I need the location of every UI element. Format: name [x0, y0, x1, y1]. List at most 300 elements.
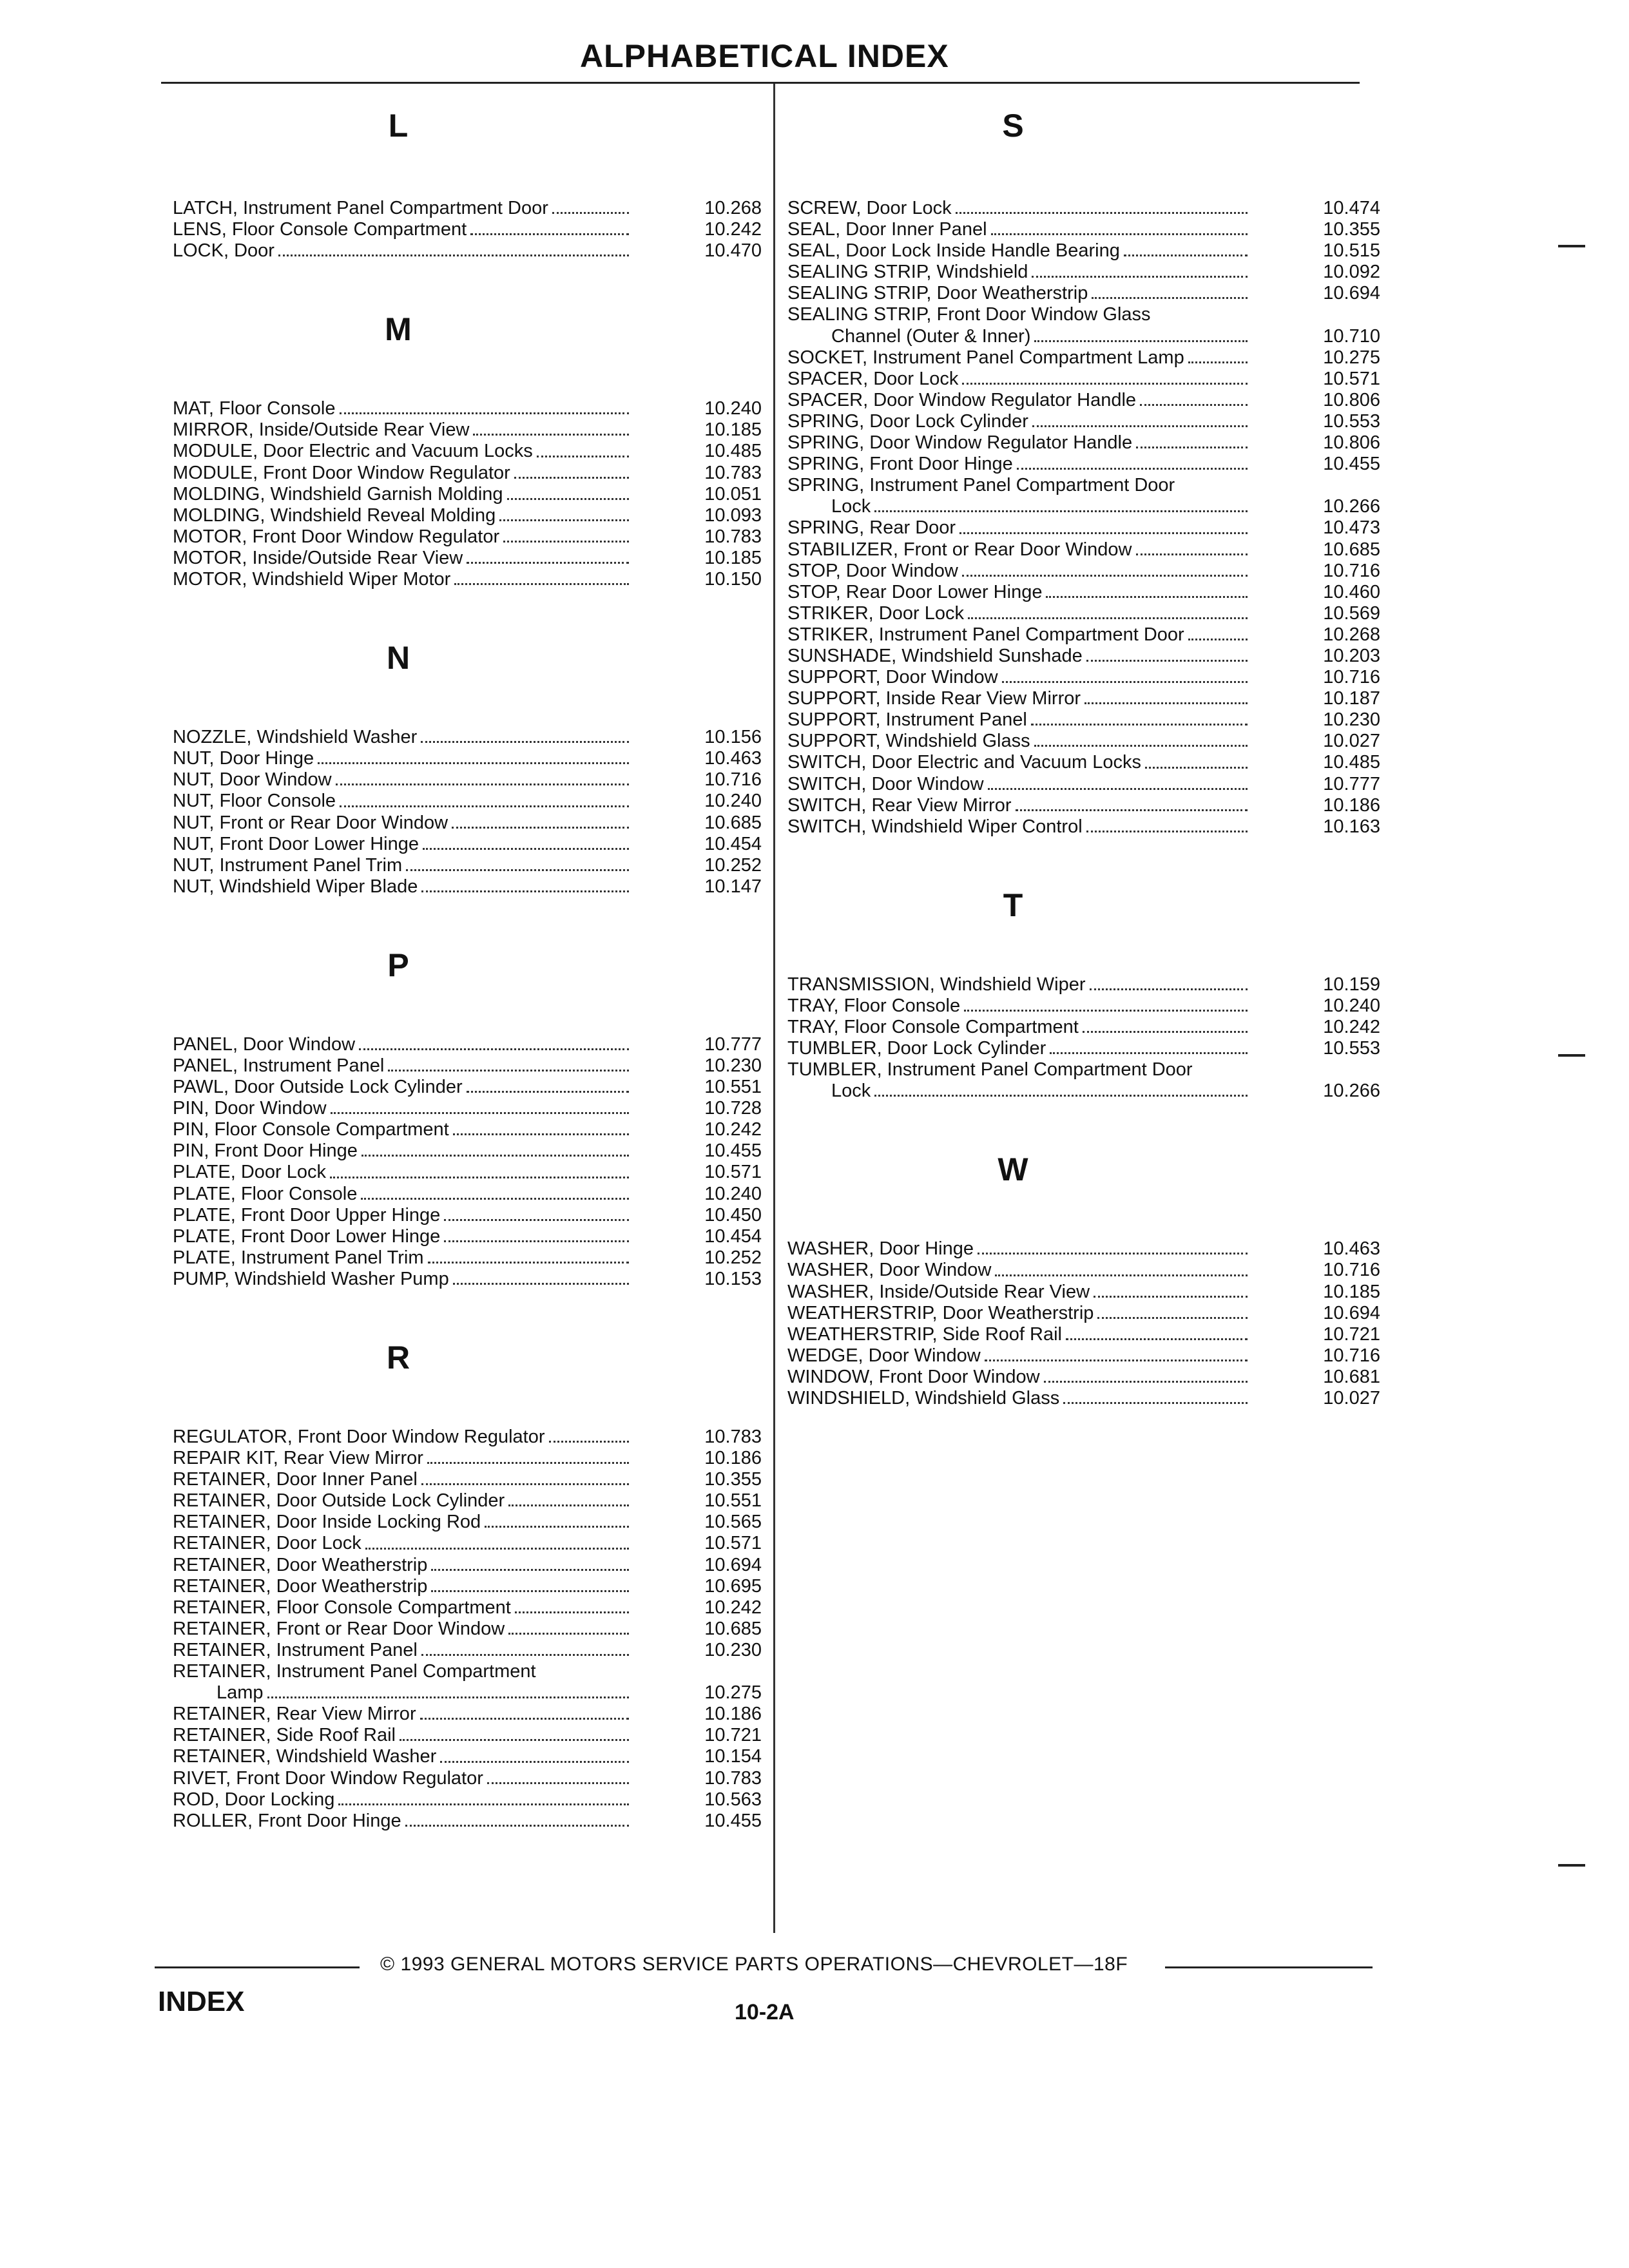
index-entry — [173, 1789, 766, 1811]
entry-page-number: 10.266 — [1323, 1081, 1380, 1102]
index-entry — [787, 774, 1393, 795]
dot-leader — [508, 1633, 629, 1635]
dot-leader — [1034, 745, 1248, 747]
entry-page-number: 10.716 — [704, 769, 762, 791]
entry-text — [787, 974, 1251, 995]
entry-page-number: 10.275 — [704, 1682, 762, 1704]
entry-page-number: 10.186 — [704, 1704, 762, 1725]
entry-text — [173, 727, 633, 748]
index-entry — [173, 1055, 766, 1077]
entry-page-number: 10.571 — [704, 1162, 762, 1183]
index-entry — [173, 1034, 766, 1055]
dot-leader — [1002, 681, 1248, 683]
entry-name: RETAINER, Door Inside Locking Rod — [173, 1512, 481, 1533]
section-n — [173, 635, 766, 898]
entry-page-number: 10.147 — [704, 876, 762, 897]
entry-text — [173, 1661, 633, 1682]
index-entry — [173, 198, 766, 219]
entry-text — [173, 1682, 633, 1704]
entry-text — [173, 855, 633, 876]
entry-text — [173, 548, 633, 569]
entry-name: PLATE, Front Door Upper Hinge — [173, 1204, 441, 1225]
entry-page-number: 10.777 — [704, 1033, 762, 1055]
entry-name: WASHER, Inside/Outside Rear View — [787, 1281, 1090, 1302]
dot-leader — [1124, 255, 1248, 256]
entry-page-number: 10.186 — [704, 1448, 762, 1469]
entry-text — [173, 1205, 633, 1226]
dot-leader — [549, 1441, 629, 1443]
entry-text — [173, 398, 633, 419]
entry-page-number: 10.185 — [704, 547, 762, 568]
entry-text — [787, 1282, 1251, 1303]
index-entry — [787, 1282, 1393, 1303]
entry-text — [787, 752, 1251, 773]
entry-text — [173, 791, 633, 812]
entry-page-number: 10.203 — [1323, 645, 1380, 666]
entry-page-number: 10.027 — [1323, 1388, 1380, 1409]
index-entry — [787, 198, 1393, 219]
dot-leader — [431, 1590, 629, 1592]
entry-text — [787, 561, 1251, 582]
dot-leader — [361, 1155, 629, 1157]
entry-text — [787, 326, 1251, 347]
index-entry — [173, 1490, 766, 1512]
index-entry — [173, 812, 766, 834]
dot-leader — [331, 1112, 629, 1114]
entry-name: TRAY, Floor Console — [787, 995, 961, 1016]
entry-name: STOP, Door Window — [787, 560, 958, 581]
entry-text — [173, 1768, 633, 1789]
entry-name: LATCH, Instrument Panel Compartment Door — [173, 198, 548, 218]
entry-page-number: 10.268 — [704, 198, 762, 218]
index-list — [173, 727, 766, 898]
index-entry — [787, 1238, 1393, 1260]
entry-page-number: 10.721 — [704, 1725, 762, 1746]
entry-page-number: 10.450 — [704, 1204, 762, 1225]
entry-text — [173, 1226, 633, 1247]
index-entry — [173, 219, 766, 240]
section-letter: S — [1002, 108, 1024, 144]
index-entry — [173, 1768, 766, 1789]
index-entry — [787, 1038, 1393, 1059]
dot-leader — [427, 1462, 629, 1464]
entry-name: PIN, Floor Console Compartment — [173, 1119, 449, 1140]
dot-leader — [467, 1091, 629, 1093]
dot-leader — [991, 233, 1248, 235]
dot-leader — [470, 233, 629, 235]
entry-text — [173, 1140, 633, 1162]
dot-leader — [956, 212, 1248, 214]
index-entry — [787, 454, 1393, 475]
dot-leader — [365, 1548, 629, 1550]
entry-page-number: 10.252 — [704, 1247, 762, 1268]
index-entry — [787, 411, 1393, 432]
dot-leader — [507, 498, 629, 500]
entry-page-number: 10.571 — [704, 1533, 762, 1554]
entry-name: LENS, Floor Console Compartment — [173, 219, 467, 240]
entry-name: Lock — [831, 1081, 871, 1102]
entry-page-number: 10.240 — [704, 791, 762, 812]
section-w — [787, 1147, 1393, 1409]
entry-text — [173, 240, 633, 262]
index-entry — [787, 624, 1393, 646]
entry-name: Lamp — [217, 1682, 264, 1704]
entry-name: SPACER, Door Lock — [787, 368, 959, 389]
entry-name: SUPPORT, Inside Rear View Mirror — [787, 688, 1081, 709]
section-p — [173, 943, 766, 1290]
index-entry — [173, 1597, 766, 1619]
entry-page-number: 10.695 — [704, 1575, 762, 1597]
entry-text — [173, 1512, 633, 1533]
entry-name: NUT, Door Hinge — [173, 748, 314, 769]
entry-name: SEALING STRIP, Front Door Window Glass — [787, 304, 1151, 325]
entry-name: RIVET, Front Door Window Regulator — [173, 1767, 483, 1789]
entry-page-number: 10.092 — [1323, 262, 1380, 283]
index-entry — [173, 1269, 766, 1290]
dot-leader — [514, 477, 629, 479]
entry-text — [173, 1576, 633, 1597]
entry-text — [787, 624, 1251, 646]
entry-name: SPACER, Door Window Regulator Handle — [787, 389, 1137, 410]
entry-page-number: 10.694 — [704, 1554, 762, 1575]
dot-leader — [267, 1696, 629, 1698]
entry-text — [173, 1055, 633, 1077]
dot-leader — [1086, 660, 1248, 662]
entry-page-number: 10.563 — [704, 1789, 762, 1810]
index-entry — [173, 1661, 766, 1682]
entry-name: MOTOR, Front Door Window Regulator — [173, 526, 500, 547]
entry-page-number: 10.454 — [704, 833, 762, 854]
dot-leader — [1063, 1402, 1248, 1404]
dot-leader — [467, 562, 629, 564]
index-entry — [173, 1226, 766, 1247]
entry-text — [173, 1427, 633, 1448]
copyright-text: © 1993 GENERAL MOTORS SERVICE PARTS OPERATIONS—CHEVROLET—18F — [380, 1954, 1128, 1975]
entry-page-number: 10.783 — [704, 526, 762, 547]
dot-leader — [1136, 447, 1248, 448]
dot-leader — [473, 434, 629, 436]
entry-page-number: 10.553 — [1323, 410, 1380, 432]
entry-text — [173, 1162, 633, 1183]
entry-name: SUPPORT, Windshield Glass — [787, 731, 1030, 752]
index-entry — [173, 769, 766, 791]
dot-leader — [1097, 1317, 1248, 1319]
entry-name: PAWL, Door Outside Lock Cylinder — [173, 1077, 463, 1098]
index-entry — [787, 369, 1393, 390]
index-entry — [787, 974, 1393, 995]
dot-leader — [1032, 425, 1248, 427]
entry-name: PLATE, Front Door Lower Hinge — [173, 1225, 441, 1247]
entry-page-number: 10.716 — [1323, 1260, 1380, 1281]
index-entry — [787, 995, 1393, 1017]
entry-name: RETAINER, Side Roof Rail — [173, 1725, 396, 1746]
entry-name: PANEL, Door Window — [173, 1033, 356, 1055]
entry-name: PANEL, Instrument Panel — [173, 1055, 385, 1076]
entry-name: SEAL, Door Lock Inside Handle Bearing — [787, 240, 1120, 262]
entry-name: SEALING STRIP, Door Weatherstrip — [787, 283, 1088, 304]
entry-name: SPRING, Front Door Hinge — [787, 454, 1013, 475]
dot-leader — [428, 1262, 630, 1264]
index-entry — [173, 1448, 766, 1469]
entry-name: RETAINER, Door Outside Lock Cylinder — [173, 1490, 505, 1512]
entry-name: STRIKER, Door Lock — [787, 602, 964, 624]
index-entry — [787, 1059, 1393, 1081]
entry-text — [787, 1303, 1251, 1324]
entry-page-number: 10.565 — [704, 1512, 762, 1533]
entry-name: MOTOR, Windshield Wiper Motor — [173, 569, 451, 590]
dot-leader — [421, 890, 629, 892]
dot-leader — [1050, 1052, 1248, 1054]
entry-page-number: 10.163 — [1323, 816, 1380, 837]
entry-page-number: 10.230 — [704, 1639, 762, 1660]
section-letter: M — [385, 311, 412, 348]
entry-page-number: 10.694 — [1323, 1302, 1380, 1323]
index-entry — [173, 727, 766, 748]
dot-leader — [552, 212, 629, 214]
entry-text — [173, 1725, 633, 1746]
entry-page-number: 10.230 — [704, 1055, 762, 1076]
index-entry — [173, 1469, 766, 1490]
entry-text — [787, 262, 1251, 283]
entry-name: REGULATOR, Front Door Window Regulator — [173, 1427, 545, 1447]
entry-name: PLATE, Door Lock — [173, 1162, 327, 1183]
entry-text — [173, 219, 633, 240]
index-entry — [173, 1077, 766, 1098]
dot-leader — [962, 383, 1248, 385]
entry-text — [173, 1269, 633, 1290]
entry-name: RETAINER, Door Lock — [173, 1533, 361, 1554]
index-entry — [173, 1247, 766, 1269]
entry-text — [787, 816, 1251, 838]
entry-text — [173, 1490, 633, 1512]
entry-page-number: 10.474 — [1323, 198, 1380, 218]
entry-text — [787, 1017, 1251, 1038]
dot-leader — [1044, 1381, 1248, 1383]
margin-tick-mark — [1558, 1054, 1585, 1057]
entry-page-number: 10.783 — [704, 1427, 762, 1447]
index-entry — [173, 1184, 766, 1205]
entry-name: MODULE, Front Door Window Regulator — [173, 462, 510, 483]
dot-leader — [431, 1569, 629, 1571]
section-letter: L — [388, 108, 409, 144]
index-entry — [173, 1682, 766, 1704]
dot-leader — [421, 1483, 629, 1485]
entry-page-number: 10.242 — [704, 1597, 762, 1618]
entry-text — [173, 1704, 633, 1725]
entry-text — [173, 441, 633, 462]
entry-name: SPRING, Door Lock Cylinder — [787, 410, 1028, 432]
entry-text — [173, 1448, 633, 1469]
index-entry — [787, 1324, 1393, 1345]
entry-page-number: 10.454 — [704, 1225, 762, 1247]
entry-page-number: 10.694 — [1323, 283, 1380, 304]
entry-page-number: 10.153 — [704, 1268, 762, 1289]
dot-leader — [988, 788, 1248, 790]
dot-leader — [1140, 404, 1248, 406]
entry-name: Channel (Outer & Inner) — [831, 325, 1031, 347]
dot-leader — [388, 1070, 629, 1072]
index-entry — [173, 1533, 766, 1554]
index-entry — [787, 304, 1393, 325]
dot-leader — [1066, 1338, 1248, 1340]
dot-leader — [1086, 831, 1248, 832]
index-entry — [173, 463, 766, 484]
entry-name: TUMBLER, Door Lock Cylinder — [787, 1038, 1046, 1059]
dot-leader — [454, 583, 629, 585]
page-title: ALPHABETICAL INDEX — [580, 38, 949, 74]
entry-page-number: 10.728 — [704, 1098, 762, 1119]
entry-text — [173, 1034, 633, 1055]
index-entry — [787, 561, 1393, 582]
entry-page-number: 10.571 — [1323, 368, 1380, 389]
entry-name: RETAINER, Door Weatherstrip — [173, 1554, 428, 1575]
index-entry — [787, 603, 1393, 624]
entry-name: MODULE, Door Electric and Vacuum Locks — [173, 441, 533, 462]
entry-text — [173, 1469, 633, 1490]
entry-text — [173, 1098, 633, 1119]
entry-page-number: 10.551 — [704, 1490, 762, 1512]
entry-text — [787, 1367, 1251, 1388]
dot-leader — [964, 1010, 1248, 1012]
entry-page-number: 10.455 — [704, 1810, 762, 1831]
dot-leader — [340, 805, 629, 807]
entry-text — [173, 834, 633, 855]
entry-name: ROD, Door Locking — [173, 1789, 335, 1810]
dot-leader — [340, 412, 630, 414]
dot-leader — [1031, 724, 1248, 726]
entry-text — [173, 419, 633, 441]
entry-page-number: 10.159 — [1323, 974, 1380, 995]
entry-text — [173, 1789, 633, 1811]
entry-name: WINDOW, Front Door Window — [787, 1366, 1040, 1387]
dot-leader — [968, 617, 1248, 619]
dot-leader — [978, 1253, 1248, 1254]
entry-name: PIN, Door Window — [173, 1098, 327, 1119]
entry-page-number: 10.710 — [1323, 325, 1380, 347]
entry-name: SWITCH, Door Window — [787, 773, 984, 794]
entry-page-number: 10.240 — [704, 1183, 762, 1204]
dot-leader — [330, 1177, 629, 1178]
index-entry — [787, 1260, 1393, 1281]
dot-leader — [985, 1360, 1248, 1361]
entry-name: RETAINER, Instrument Panel Compartment — [173, 1661, 536, 1682]
entry-name: TRAY, Floor Console Compartment — [787, 1017, 1079, 1037]
entry-text — [787, 1038, 1251, 1059]
entry-name: WEATHERSTRIP, Door Weatherstrip — [787, 1302, 1094, 1323]
entry-name: STRIKER, Instrument Panel Compartment Door — [787, 624, 1184, 645]
entry-page-number: 10.275 — [1323, 347, 1380, 368]
entry-name: STABILIZER, Front or Rear Door Window — [787, 539, 1132, 560]
dot-leader — [361, 1198, 629, 1200]
entry-name: SCREW, Door Lock — [787, 198, 952, 218]
entry-page-number: 10.268 — [1323, 624, 1380, 645]
section-r — [173, 1335, 766, 1832]
index-entry — [173, 526, 766, 548]
index-entry — [173, 1640, 766, 1661]
entry-text — [787, 1238, 1251, 1260]
dot-leader — [499, 519, 629, 521]
entry-text — [173, 1746, 633, 1767]
dot-leader — [420, 1718, 629, 1720]
index-entry — [173, 1619, 766, 1640]
dot-leader — [400, 1739, 629, 1741]
entry-text — [787, 454, 1251, 475]
dot-leader — [278, 255, 629, 256]
index-list — [787, 198, 1393, 838]
index-entry — [787, 283, 1393, 304]
index-entry — [787, 1081, 1393, 1102]
index-entry — [787, 517, 1393, 539]
entry-name: SPRING, Instrument Panel Compartment Door — [787, 475, 1175, 496]
entry-page-number: 10.716 — [1323, 667, 1380, 688]
dot-leader — [1136, 553, 1248, 555]
dot-leader — [453, 1133, 629, 1135]
index-entry — [173, 1162, 766, 1183]
entry-text — [173, 1619, 633, 1640]
index-entry — [173, 1512, 766, 1533]
entry-text — [173, 1533, 633, 1554]
index-entry — [787, 262, 1393, 283]
entry-name: PUMP, Windshield Washer Pump — [173, 1268, 449, 1289]
dot-leader — [1084, 702, 1248, 704]
dot-leader — [995, 1274, 1248, 1276]
dot-leader — [444, 1240, 629, 1242]
entry-text — [787, 369, 1251, 390]
index-entry — [787, 496, 1393, 517]
entry-page-number: 10.716 — [1323, 1345, 1380, 1366]
entry-name: SWITCH, Door Electric and Vacuum Locks — [787, 752, 1142, 773]
dot-leader — [1092, 297, 1248, 299]
index-entry — [173, 569, 766, 590]
entry-name: MOTOR, Inside/Outside Rear View — [173, 547, 463, 568]
entry-page-number: 10.681 — [1323, 1366, 1380, 1387]
entry-page-number: 10.485 — [1323, 752, 1380, 773]
entry-page-number: 10.242 — [704, 1119, 762, 1140]
entry-text — [787, 667, 1251, 688]
entry-text — [787, 539, 1251, 561]
index-entry — [173, 1704, 766, 1725]
entry-name: SWITCH, Rear View Mirror — [787, 794, 1012, 816]
entry-page-number: 10.716 — [1323, 560, 1380, 581]
left-column — [173, 84, 766, 1832]
index-list — [787, 974, 1393, 1102]
entry-text — [173, 748, 633, 769]
entry-text — [787, 432, 1251, 454]
index-entry — [787, 539, 1393, 561]
dot-leader — [1034, 340, 1248, 342]
index-entry — [787, 688, 1393, 709]
index-entry — [173, 834, 766, 855]
entry-text — [787, 1345, 1251, 1367]
entry-page-number: 10.230 — [1323, 709, 1380, 731]
entry-name: SUPPORT, Door Window — [787, 667, 998, 688]
entry-text — [787, 1324, 1251, 1345]
dot-leader — [421, 741, 629, 743]
entry-page-number: 10.455 — [704, 1140, 762, 1162]
entry-text — [787, 219, 1251, 240]
entry-text — [173, 463, 633, 484]
index-entry — [787, 731, 1393, 752]
index-entry — [787, 390, 1393, 411]
index-entry — [173, 398, 766, 419]
index-entry — [787, 1345, 1393, 1367]
entry-name: NUT, Door Window — [173, 769, 332, 791]
entry-page-number: 10.470 — [704, 240, 762, 262]
section-letter: R — [386, 1340, 410, 1376]
entry-page-number: 10.460 — [1323, 581, 1380, 602]
index-entry — [173, 441, 766, 462]
index-entry — [173, 1140, 766, 1162]
